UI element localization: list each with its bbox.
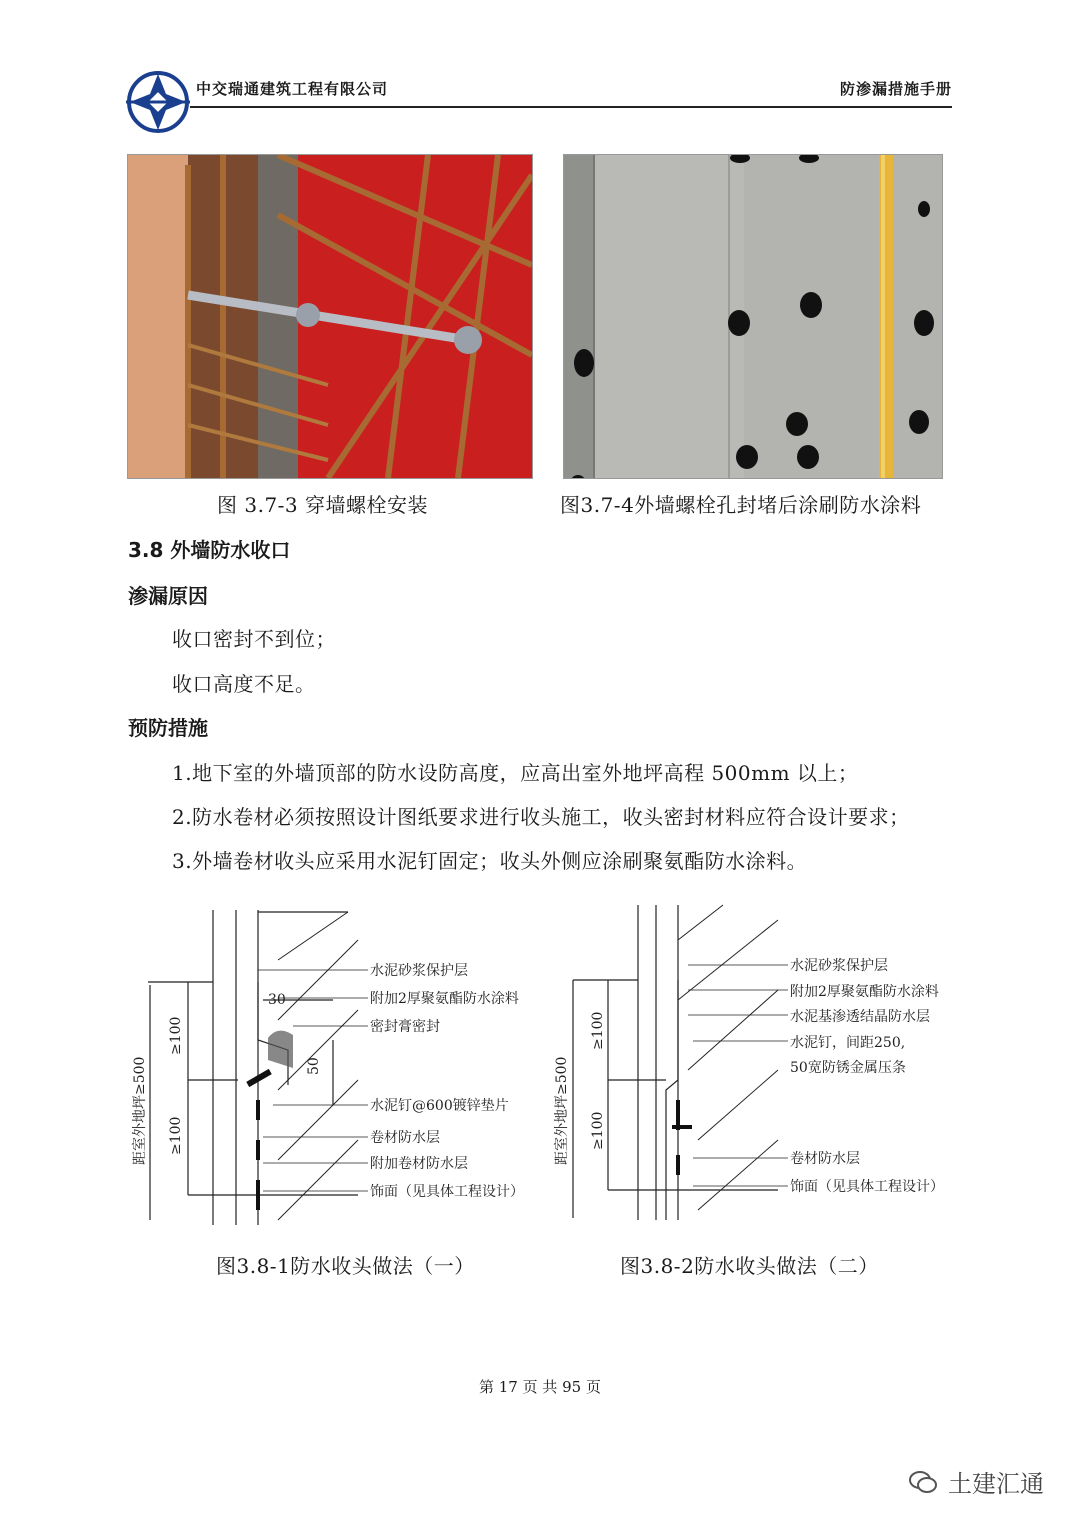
dim-ground-500: 距室外地坪≥500 (132, 1056, 148, 1165)
label-mortar-protection: 水泥砂浆保护层 (790, 958, 888, 974)
label-cement-nail: 水泥钉，间距250, (790, 1035, 906, 1051)
dim-ground-500: 距室外地坪≥500 (554, 1056, 570, 1165)
label-cement-nail: 水泥钉@600镀锌垫片 (370, 1098, 509, 1114)
dim-ge-100-lower: ≥100 (168, 1116, 184, 1155)
drawing2-caption: 图3.8-2防水收头做法（二） (620, 1254, 879, 1278)
label-polyurethane-coating: 附加2厚聚氨酯防水涂料 (370, 991, 519, 1007)
company-name: 中交瑞通建筑工程有限公司 (196, 80, 389, 98)
section-title: 3.8 外墙防水收口 (128, 538, 291, 562)
cause-item: 收口高度不足。 (172, 672, 316, 696)
detail-drawing-2 (548, 900, 948, 1230)
label-crystalline-layer: 水泥基渗透结晶防水层 (790, 1009, 930, 1025)
dim-ge-100-upper: ≥100 (168, 1016, 184, 1055)
photo1-caption: 图 3.7-3 穿墙螺栓安装 (217, 493, 429, 517)
dim-50: 50 (306, 1057, 322, 1075)
label-additional-membrane: 附加卷材防水层 (370, 1156, 468, 1172)
measures-heading: 预防措施 (128, 716, 208, 740)
label-polyurethane-coating: 附加2厚聚氨酯防水涂料 (790, 984, 939, 1000)
watermark (908, 1464, 1044, 1499)
photo2-caption: 图3.7-4外墙螺栓孔封堵后涂刷防水涂料 (560, 493, 922, 517)
company-logo (126, 68, 190, 136)
wechat-icon (908, 1469, 938, 1495)
label-membrane: 卷材防水层 (790, 1151, 860, 1167)
label-finish: 饰面（见具体工程设计） (790, 1179, 944, 1195)
cause-heading: 渗漏原因 (128, 584, 208, 608)
measure-item: 1.地下室的外墙顶部的防水设防高度，应高出室外地坪高程 500mm 以上； (172, 761, 859, 785)
photo-bolt-holes-coated (563, 154, 943, 479)
label-metal-strip: 50宽防锈金属压条 (790, 1060, 906, 1076)
label-finish: 饰面（见具体工程设计） (370, 1184, 524, 1200)
photo-wall-bolt-installation (127, 154, 533, 479)
measure-item: 2.防水卷材必须按照设计图纸要求进行收头施工，收头密封材料应符合设计要求； (172, 805, 910, 829)
measure-item: 3.外墙卷材收头应采用水泥钉固定；收头外侧应涂刷聚氨酯防水涂料。 (172, 849, 808, 873)
dim-30: 30 (268, 992, 286, 1008)
page-number: 第 17 页 共 95 页 (478, 1378, 601, 1396)
detail-drawing-1 (128, 900, 528, 1230)
manual-title: 防渗漏措施手册 (839, 80, 952, 98)
label-sealant: 密封膏密封 (370, 1019, 440, 1035)
dim-ge-100-upper: ≥100 (590, 1011, 606, 1050)
watermark-text: 土建汇通 (948, 1470, 1044, 1498)
label-mortar-protection: 水泥砂浆保护层 (370, 963, 468, 979)
label-membrane: 卷材防水层 (370, 1130, 440, 1146)
dim-ge-100-lower: ≥100 (590, 1111, 606, 1150)
drawing1-caption: 图3.8-1防水收头做法（一） (216, 1254, 475, 1278)
header-divider (190, 106, 952, 108)
cause-item: 收口密封不到位； (172, 627, 336, 651)
